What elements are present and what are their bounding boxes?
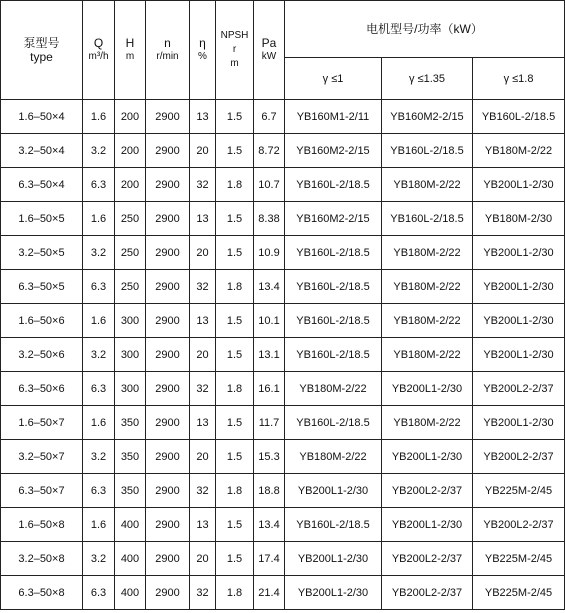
table-row (1, 202, 565, 236)
cell-pa: 8.72 (254, 134, 285, 168)
cell-eta: 20 (190, 236, 216, 270)
cell-npsh: 1.8 (216, 576, 254, 610)
cell-pa: 6.7 (254, 100, 285, 134)
cell-n: 2900 (146, 236, 190, 270)
col-pump-model (1, 1, 83, 100)
cell-h: 200 (115, 134, 146, 168)
cell-eta: 32 (190, 270, 216, 304)
cell-pa: 10.7 (254, 168, 285, 202)
cell-eta: 20 (190, 440, 216, 474)
col-eta-label: η (199, 36, 206, 50)
cell-pa: 17.4 (254, 542, 285, 576)
cell-motor-gamma-1-35: YB200L1-2/30 (382, 372, 473, 406)
table-body (1, 100, 565, 610)
cell-pump-model: 6.3–50×7 (1, 474, 83, 508)
cell-q: 3.2 (83, 134, 115, 168)
table-row (1, 100, 565, 134)
cell-q: 6.3 (83, 372, 115, 406)
cell-motor-gamma-1-8: YB180M-2/22 (473, 134, 565, 168)
col-n-unit: r/min (156, 51, 179, 62)
cell-pa: 18.8 (254, 474, 285, 508)
col-eta-unit: % (198, 51, 207, 62)
cell-n: 2900 (146, 440, 190, 474)
cell-q: 6.3 (83, 168, 115, 202)
table-row (1, 474, 565, 508)
cell-pa: 13.4 (254, 270, 285, 304)
col-h (115, 1, 146, 100)
cell-q: 3.2 (83, 338, 115, 372)
cell-motor-gamma-1: YB160L-2/18.5 (285, 508, 382, 542)
cell-motor-gamma-1-35: YB200L1-2/30 (382, 440, 473, 474)
cell-motor-gamma-1: YB160L-2/18.5 (285, 338, 382, 372)
col-npsh (216, 1, 254, 100)
cell-motor-gamma-1: YB200L1-2/30 (285, 576, 382, 610)
cell-h: 200 (115, 168, 146, 202)
cell-pa: 21.4 (254, 576, 285, 610)
table-row (1, 338, 565, 372)
cell-npsh: 1.5 (216, 100, 254, 134)
cell-pump-model: 1.6–50×6 (1, 304, 83, 338)
cell-n: 2900 (146, 474, 190, 508)
cell-npsh: 1.8 (216, 168, 254, 202)
cell-n: 2900 (146, 168, 190, 202)
cell-npsh: 1.8 (216, 372, 254, 406)
cell-n: 2900 (146, 508, 190, 542)
cell-motor-gamma-1-8: YB200L1-2/30 (473, 236, 565, 270)
cell-pump-model: 3.2–50×8 (1, 542, 83, 576)
cell-h: 350 (115, 406, 146, 440)
cell-motor-gamma-1-8: YB180M-2/30 (473, 202, 565, 236)
col-gamma-1-8: γ ≤1.8 (473, 58, 565, 100)
cell-pa: 10.9 (254, 236, 285, 270)
cell-h: 350 (115, 440, 146, 474)
col-pump-model-label: 泵型号 (23, 36, 60, 50)
cell-motor-gamma-1-8: YB160L-2/18.5 (473, 100, 565, 134)
cell-n: 2900 (146, 134, 190, 168)
cell-h: 400 (115, 542, 146, 576)
cell-motor-gamma-1: YB160L-2/18.5 (285, 304, 382, 338)
cell-pump-model: 3.2–50×5 (1, 236, 83, 270)
cell-motor-gamma-1-35: YB180M-2/22 (382, 304, 473, 338)
cell-motor-gamma-1-8: YB225M-2/45 (473, 542, 565, 576)
cell-npsh: 1.5 (216, 406, 254, 440)
col-h-label: H (125, 36, 135, 50)
cell-npsh: 1.8 (216, 270, 254, 304)
cell-motor-gamma-1-8: YB200L1-2/30 (473, 168, 565, 202)
cell-motor-gamma-1: YB180M-2/22 (285, 372, 382, 406)
cell-motor-gamma-1-8: YB200L1-2/30 (473, 304, 565, 338)
cell-n: 2900 (146, 304, 190, 338)
cell-motor-gamma-1-8: YB200L2-2/37 (473, 372, 565, 406)
cell-eta: 32 (190, 372, 216, 406)
cell-q: 1.6 (83, 508, 115, 542)
cell-h: 300 (115, 338, 146, 372)
cell-n: 2900 (146, 100, 190, 134)
cell-h: 350 (115, 474, 146, 508)
cell-q: 1.6 (83, 304, 115, 338)
table-row (1, 440, 565, 474)
cell-motor-gamma-1-8: YB200L2-2/37 (473, 440, 565, 474)
cell-npsh: 1.5 (216, 134, 254, 168)
cell-h: 300 (115, 372, 146, 406)
cell-n: 2900 (146, 270, 190, 304)
cell-q: 1.6 (83, 202, 115, 236)
cell-motor-gamma-1: YB160M2-2/15 (285, 134, 382, 168)
cell-h: 400 (115, 576, 146, 610)
cell-pa: 10.1 (254, 304, 285, 338)
cell-motor-gamma-1: YB160M2-2/15 (285, 202, 382, 236)
cell-h: 300 (115, 304, 146, 338)
cell-pump-model: 6.3–50×5 (1, 270, 83, 304)
col-h-unit: m (125, 51, 135, 62)
col-n (146, 1, 190, 100)
cell-h: 250 (115, 202, 146, 236)
cell-motor-gamma-1-35: YB200L2-2/37 (382, 474, 473, 508)
cell-motor-gamma-1-8: YB225M-2/45 (473, 474, 565, 508)
cell-npsh: 1.5 (216, 202, 254, 236)
col-npsh-label: NPSH (220, 30, 249, 41)
cell-motor-gamma-1-35: YB160L-2/18.5 (382, 202, 473, 236)
col-gamma-1-35: γ ≤1.35 (382, 58, 473, 100)
cell-motor-gamma-1: YB200L1-2/30 (285, 542, 382, 576)
cell-n: 2900 (146, 372, 190, 406)
cell-motor-gamma-1: YB160L-2/18.5 (285, 270, 382, 304)
cell-pa: 15.3 (254, 440, 285, 474)
cell-eta: 20 (190, 542, 216, 576)
cell-motor-gamma-1-35: YB180M-2/22 (382, 406, 473, 440)
cell-q: 1.6 (83, 100, 115, 134)
cell-pa: 13.4 (254, 508, 285, 542)
cell-q: 1.6 (83, 406, 115, 440)
cell-eta: 32 (190, 168, 216, 202)
cell-q: 3.2 (83, 440, 115, 474)
col-q-unit: m³/h (88, 51, 109, 62)
cell-h: 250 (115, 270, 146, 304)
col-q-label: Q (93, 36, 104, 50)
cell-h: 200 (115, 100, 146, 134)
table-row (1, 304, 565, 338)
cell-eta: 13 (190, 100, 216, 134)
table-row (1, 508, 565, 542)
cell-eta: 13 (190, 508, 216, 542)
cell-pa: 16.1 (254, 372, 285, 406)
cell-npsh: 1.5 (216, 440, 254, 474)
cell-motor-gamma-1-35: YB200L2-2/37 (382, 542, 473, 576)
cell-npsh: 1.5 (216, 508, 254, 542)
cell-q: 6.3 (83, 474, 115, 508)
cell-motor-gamma-1-8: YB200L1-2/30 (473, 270, 565, 304)
col-eta (190, 1, 216, 100)
cell-h: 250 (115, 236, 146, 270)
cell-pump-model: 3.2–50×4 (1, 134, 83, 168)
cell-eta: 32 (190, 474, 216, 508)
cell-n: 2900 (146, 542, 190, 576)
cell-npsh: 1.5 (216, 304, 254, 338)
cell-motor-gamma-1: YB160M1-2/11 (285, 100, 382, 134)
cell-npsh: 1.5 (216, 542, 254, 576)
col-pa-label: Pa (261, 36, 277, 50)
col-q (83, 1, 115, 100)
cell-eta: 20 (190, 134, 216, 168)
cell-motor-gamma-1-8: YB200L1-2/30 (473, 406, 565, 440)
cell-eta: 13 (190, 304, 216, 338)
cell-q: 3.2 (83, 542, 115, 576)
cell-q: 6.3 (83, 270, 115, 304)
cell-motor-gamma-1-35: YB200L1-2/30 (382, 508, 473, 542)
cell-npsh: 1.5 (216, 338, 254, 372)
col-pa (254, 1, 285, 100)
cell-pa: 11.7 (254, 406, 285, 440)
table-row (1, 406, 565, 440)
col-npsh-unit: m (230, 58, 239, 69)
cell-pump-model: 1.6–50×5 (1, 202, 83, 236)
col-gamma-1: γ ≤1 (285, 58, 382, 100)
cell-npsh: 1.5 (216, 236, 254, 270)
table-row (1, 168, 565, 202)
cell-pump-model: 6.3–50×6 (1, 372, 83, 406)
cell-n: 2900 (146, 406, 190, 440)
cell-motor-gamma-1-35: YB180M-2/22 (382, 168, 473, 202)
cell-motor-gamma-1-8: YB225M-2/45 (473, 576, 565, 610)
cell-pump-model: 6.3–50×8 (1, 576, 83, 610)
cell-eta: 20 (190, 338, 216, 372)
cell-npsh: 1.8 (216, 474, 254, 508)
cell-n: 2900 (146, 202, 190, 236)
col-n-label: n (164, 36, 171, 50)
cell-motor-gamma-1-35: YB180M-2/22 (382, 338, 473, 372)
cell-n: 2900 (146, 338, 190, 372)
cell-pump-model: 3.2–50×6 (1, 338, 83, 372)
cell-q: 3.2 (83, 236, 115, 270)
cell-motor-gamma-1: YB160L-2/18.5 (285, 406, 382, 440)
table-row (1, 372, 565, 406)
cell-motor-gamma-1-35: YB200L2-2/37 (382, 576, 473, 610)
cell-motor-gamma-1-35: YB180M-2/22 (382, 270, 473, 304)
col-pump-model-en: type (30, 50, 53, 64)
cell-motor-gamma-1: YB160L-2/18.5 (285, 236, 382, 270)
table-header (1, 1, 565, 100)
cell-pump-model: 1.6–50×4 (1, 100, 83, 134)
cell-motor-gamma-1-35: YB160M2-2/15 (382, 100, 473, 134)
table-row (1, 134, 565, 168)
cell-motor-gamma-1-8: YB200L2-2/37 (473, 508, 565, 542)
col-npsh-sub: r (232, 44, 237, 55)
cell-pa: 13.1 (254, 338, 285, 372)
cell-motor-gamma-1: YB180M-2/22 (285, 440, 382, 474)
cell-motor-gamma-1-35: YB180M-2/22 (382, 236, 473, 270)
table-row (1, 270, 565, 304)
col-pa-unit: kW (261, 51, 277, 62)
cell-n: 2900 (146, 576, 190, 610)
cell-pump-model: 1.6–50×8 (1, 508, 83, 542)
cell-h: 400 (115, 508, 146, 542)
cell-eta: 13 (190, 202, 216, 236)
cell-pump-model: 3.2–50×7 (1, 440, 83, 474)
table-row (1, 576, 565, 610)
cell-pump-model: 1.6–50×7 (1, 406, 83, 440)
cell-motor-gamma-1-8: YB200L1-2/30 (473, 338, 565, 372)
cell-eta: 13 (190, 406, 216, 440)
cell-eta: 32 (190, 576, 216, 610)
cell-pump-model: 6.3–50×4 (1, 168, 83, 202)
cell-motor-gamma-1: YB200L1-2/30 (285, 474, 382, 508)
cell-motor-gamma-1-35: YB160L-2/18.5 (382, 134, 473, 168)
cell-motor-gamma-1: YB160L-2/18.5 (285, 168, 382, 202)
table-row (1, 236, 565, 270)
table-row (1, 542, 565, 576)
cell-q: 6.3 (83, 576, 115, 610)
cell-pa: 8.38 (254, 202, 285, 236)
col-motor-group: 电机型号/功率（kW） (285, 1, 565, 58)
